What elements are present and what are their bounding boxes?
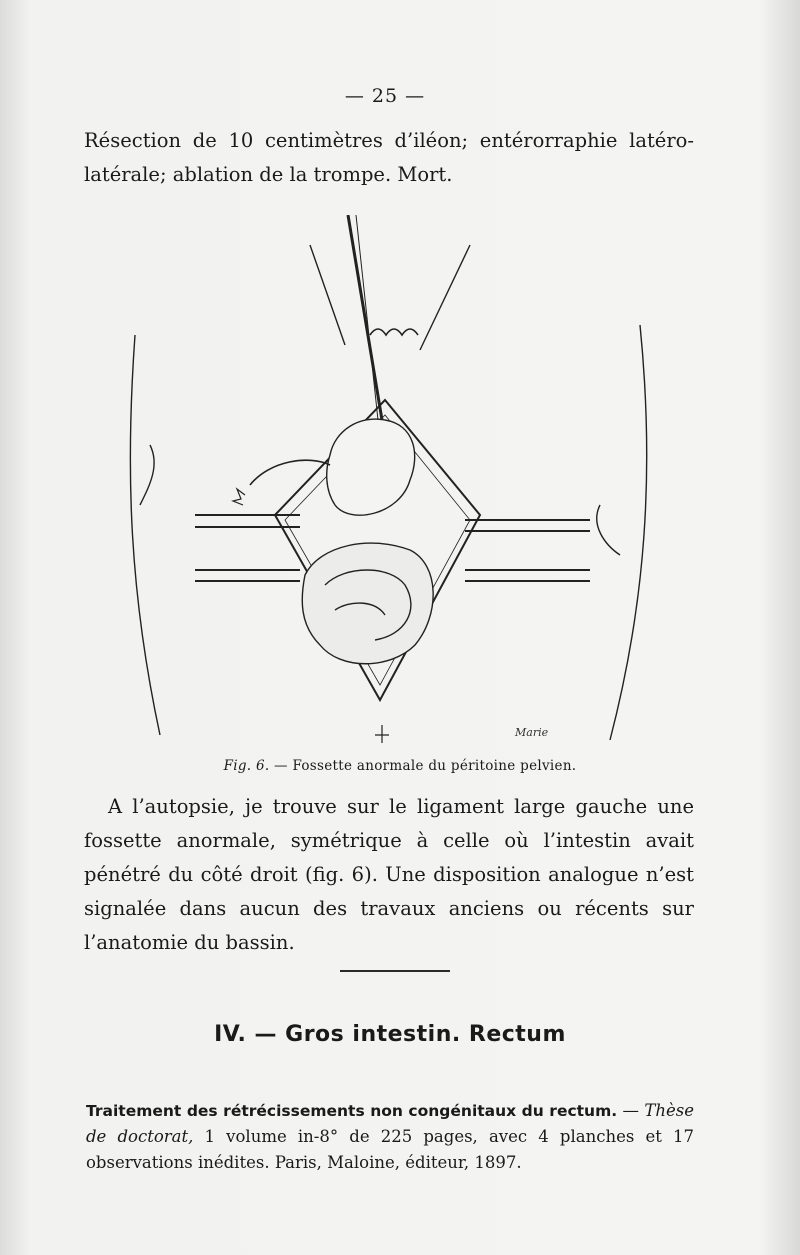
reference-dash: — <box>617 1101 645 1120</box>
intro-paragraph: Résection de 10 centimètres d’iléon; entérorraphie latéro-latérale; ablation de la trompe. Mort. <box>84 129 694 186</box>
anatomical-illustration <box>120 215 660 755</box>
autopsy-paragraph: A l’autopsie, je trouve sur le ligament large gauche une fossette anormale, symétrique à celle où l’intestin avait pénétré du côté droit (fig. 6). Une disposition analogue n’est signalée dans aucun des travaux anciens ou récents sur l’anatomie du bassin. <box>84 795 694 954</box>
section-heading: IV. — Gros intestin. Rectum <box>214 1022 566 1047</box>
artist-signature: Marie <box>515 726 549 739</box>
figure-caption <box>0 758 800 774</box>
reference-these: Thèse de doctorat, <box>86 1101 694 1146</box>
figure-caption-label: Fig. 6. <box>223 758 270 774</box>
section-divider <box>340 970 450 972</box>
figure-caption-text: — Fossette anormale du péritoine pelvien. <box>269 758 577 774</box>
reference-details: 1 volume in-8° de 225 pages, avec 4 planches et 17 observations inédites. Paris, Maloine, éditeur, 1897. <box>86 1127 694 1172</box>
page-number: — 25 — <box>344 85 426 107</box>
reference-title: Traitement des rétrécissements non congénitaux du rectum. <box>86 1102 618 1120</box>
bibliographic-reference <box>86 1098 694 1176</box>
